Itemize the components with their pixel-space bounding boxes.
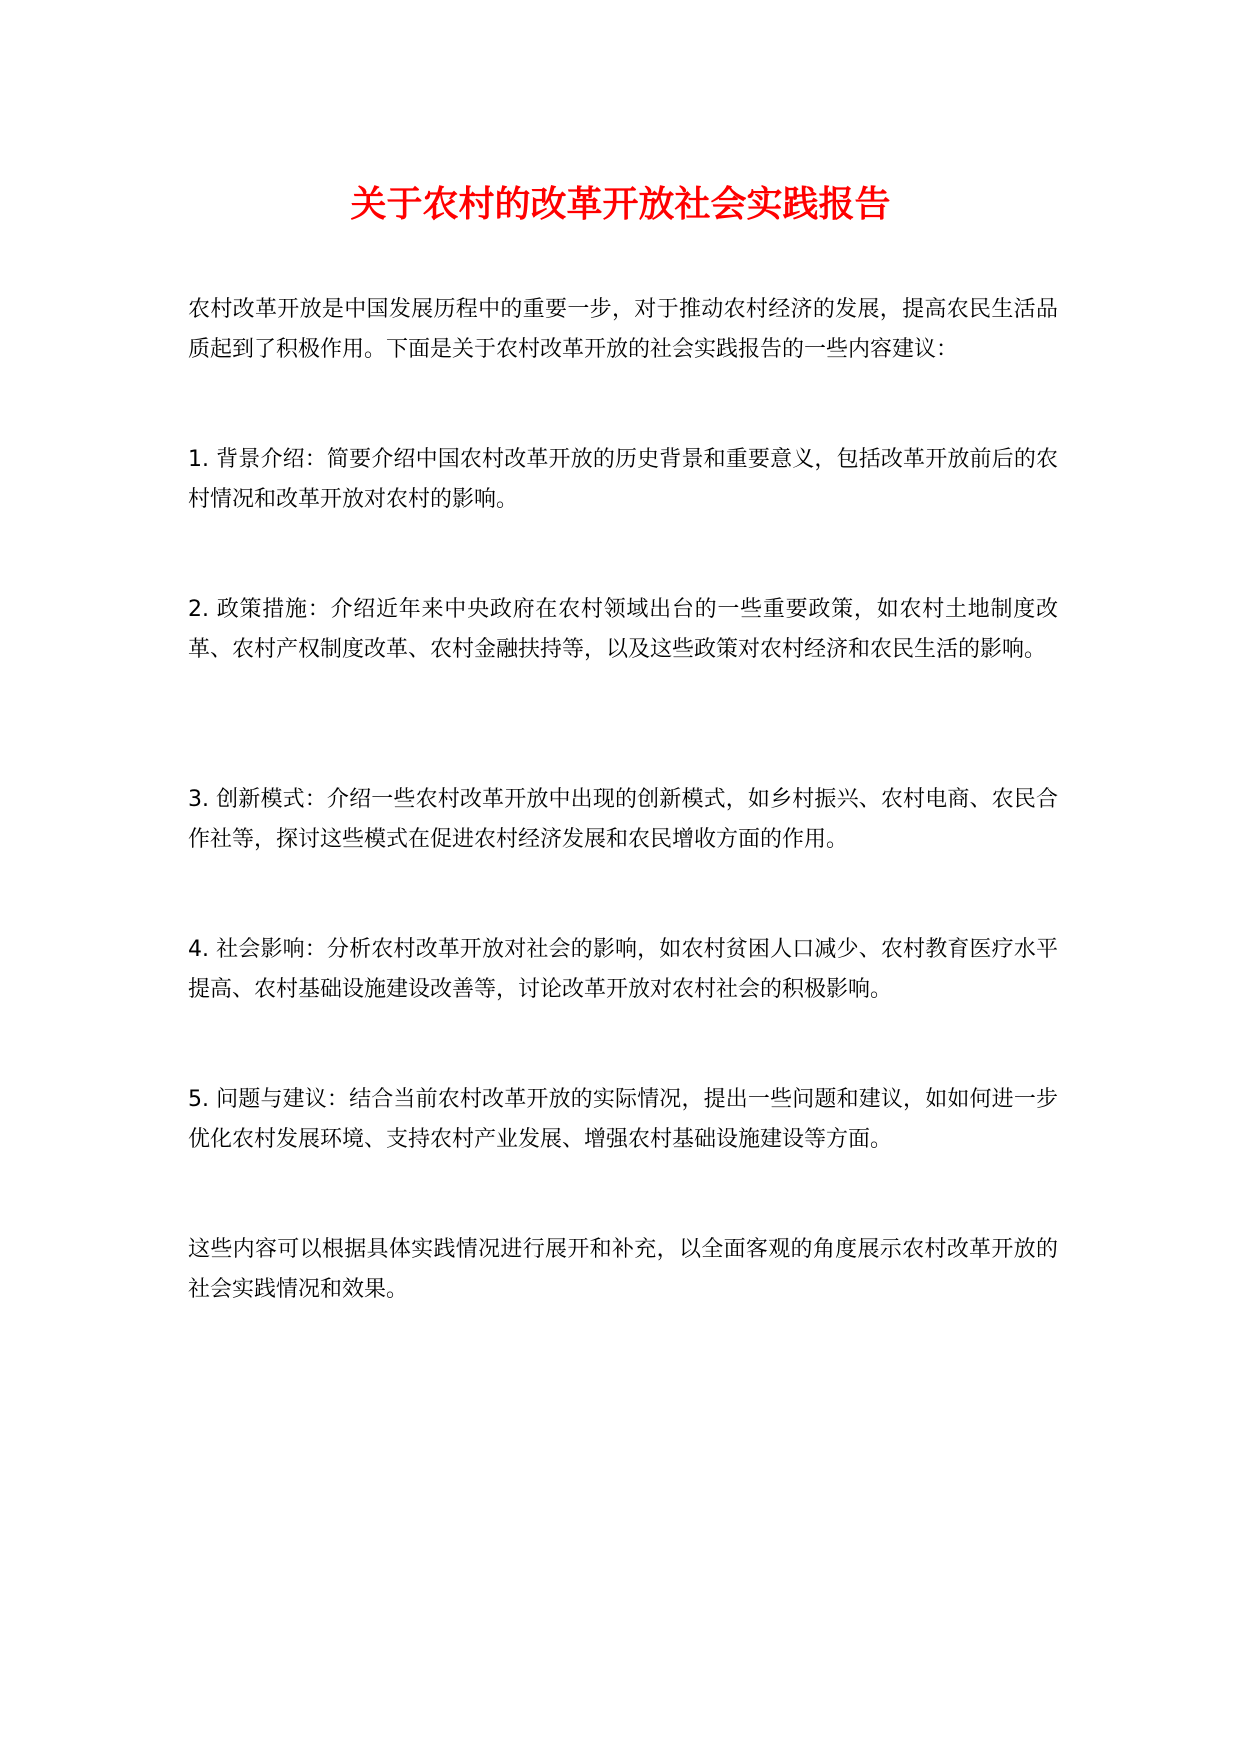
- conclusion-paragraph: 这些内容可以根据具体实践情况进行展开和补充，以全面客观的角度展示农村改革开放的社会实践情况和效果。: [188, 1237, 1058, 1302]
- intro-paragraph: 农村改革开放是中国发展历程中的重要一步，对于推动农村经济的发展，提高农民生活品质起到了积极作用。下面是关于农村改革开放的社会实践报告的一些内容建议：: [188, 297, 1058, 362]
- document-title: 关于农村的改革开放社会实践报告: [350, 184, 891, 225]
- section-background-paragraph: 1. 背景介绍：简要介绍中国农村改革开放的历史背景和重要意义，包括改革开放前后的农村情况和改革开放对农村的影响。: [188, 447, 1058, 512]
- section-innovation-paragraph: 3. 创新模式：介绍一些农村改革开放中出现的创新模式，如乡村振兴、农村电商、农民合作社等，探讨这些模式在促进农村经济发展和农民增收方面的作用。: [188, 787, 1058, 852]
- section-social-impact-paragraph: 4. 社会影响：分析农村改革开放对社会的影响，如农村贫困人口减少、农村教育医疗水平提高、农村基础设施建设改善等，讨论改革开放对农村社会的积极影响。: [188, 937, 1058, 1002]
- section-issues-paragraph: 5. 问题与建议：结合当前农村改革开放的实际情况，提出一些问题和建议，如如何进一步优化农村发展环境、支持农村产业发展、增强农村基础设施建设等方面。: [188, 1087, 1058, 1152]
- section-policy-paragraph: 2. 政策措施：介绍近年来中央政府在农村领域出台的一些重要政策，如农村土地制度改革、农村产权制度改革、农村金融扶持等，以及这些政策对农村经济和农民生活的影响。: [188, 597, 1058, 662]
